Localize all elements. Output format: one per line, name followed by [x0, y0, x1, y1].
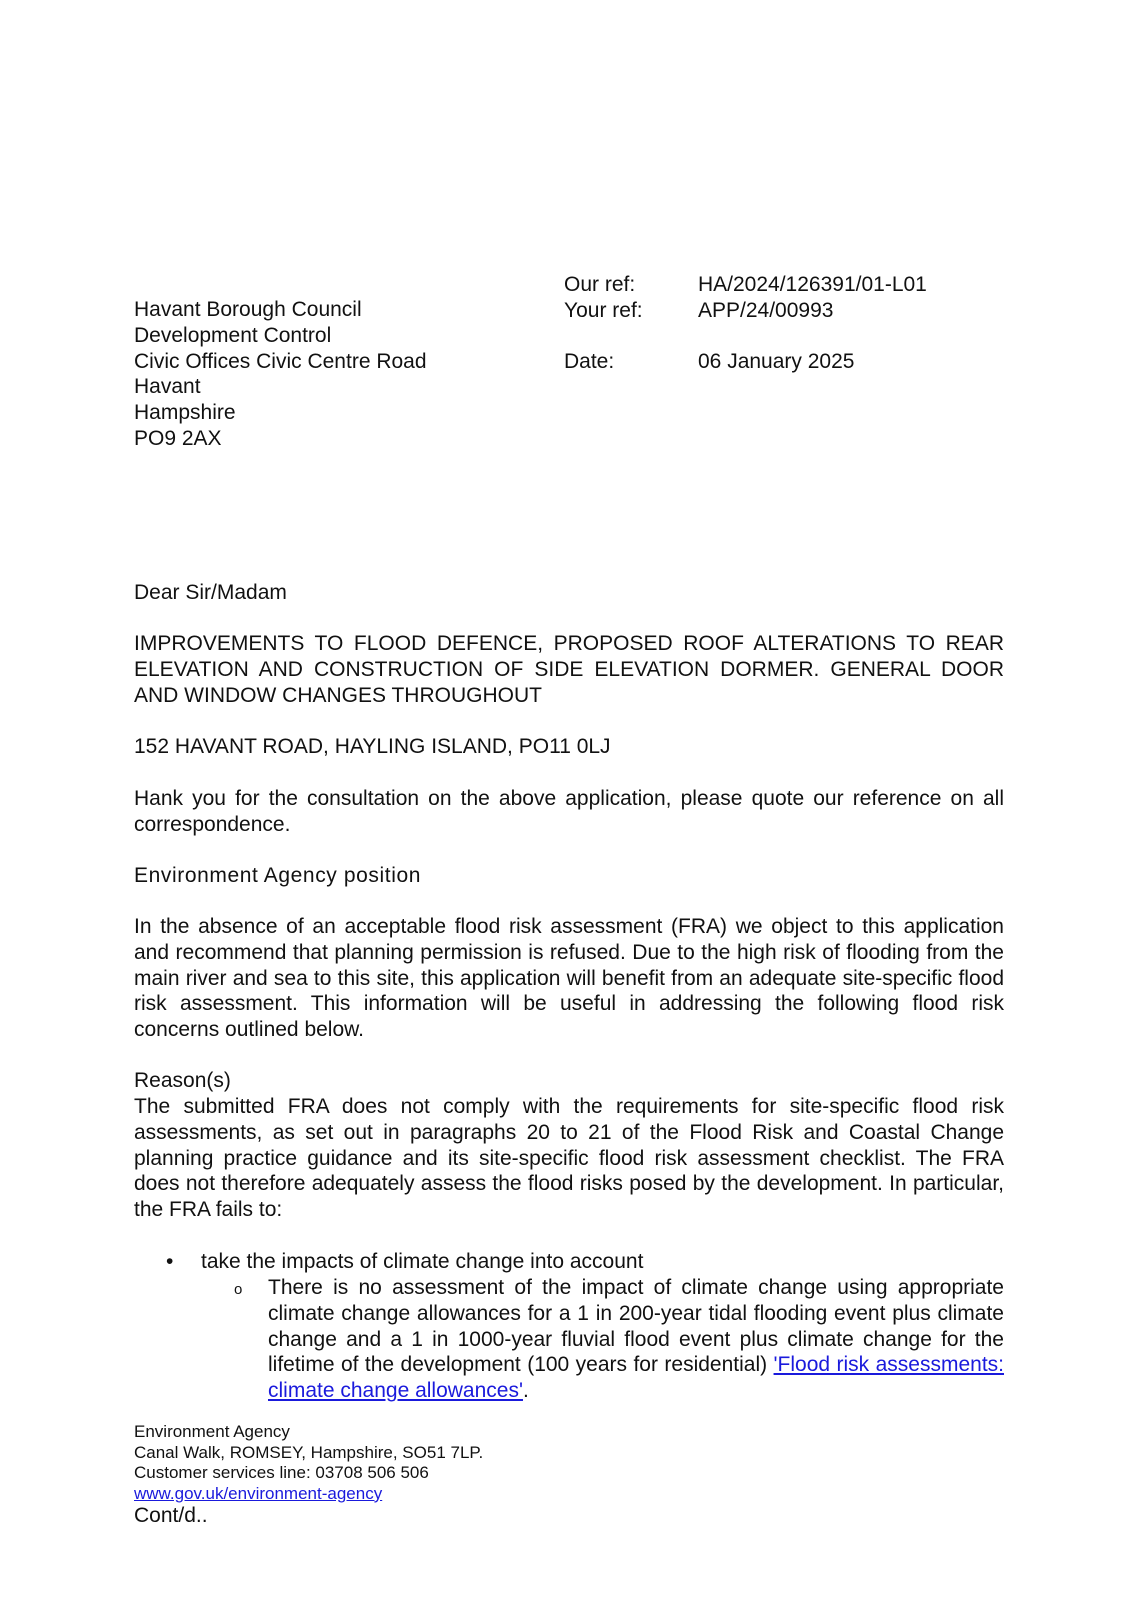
sub-bullet-text: There is no assessment of the impact of climate change using appropriate climate change allowances for a 1 in 200-year tidal flooding event plus climate change and a 1 in 1000-year fluvial flood event plus climate change for the lifetime of the development (100 years for residential) [268, 1276, 1004, 1377]
recipient-line: Development Control [134, 323, 332, 347]
footer [134, 1422, 483, 1504]
sub-bullet-item [268, 1275, 1004, 1404]
bullet-icon: • [166, 1250, 174, 1273]
footer-address: Canal Walk, ROMSEY, Hampshire, SO51 7LP. [134, 1442, 484, 1462]
recipient-line: Civic Offices Civic Centre Road [134, 349, 427, 373]
reasons-heading: Reason(s) [134, 1069, 231, 1092]
bullet-item: take the impacts of climate change into account [201, 1250, 644, 1273]
sub-bullet-icon: o [234, 1281, 243, 1298]
site-address: 152 HAVANT ROAD, HAYLING ISLAND, PO11 0LJ [134, 735, 611, 758]
position-paragraph: In the absence of an acceptable flood risk assessment (FRA) we object to this application and recommend that planning permission is refused. Due to the high risk of flooding from the main river and sea to this site, this application will benefit from an adequate site-specific flood risk assessment. This information will be useful in addressing the following flood risk concerns outlined below. [134, 915, 1004, 1042]
recipient-address [134, 297, 427, 452]
your-ref-value: APP/24/00993 [698, 298, 834, 322]
our-ref-value: HA/2024/126391/01-L01 [698, 273, 927, 296]
sub-bullet-end: . [522, 1379, 529, 1403]
recipient-line: Havant [134, 375, 201, 399]
subject-heading: IMPROVEMENTS TO FLOOD DEFENCE, PROPOSED ROOF ALTERATIONS TO REAR ELEVATION AND CONSTRUCTION OF SIDE ELEVATION DORMER. GENERAL DOOR AND WINDOW CHANGES THROUGHOUT [134, 632, 1004, 707]
recipient-line: Hampshire [134, 401, 236, 425]
footer-org: Environment Agency [134, 1422, 290, 1441]
intro-paragraph: Hank you for the consultation on the above application, please quote our reference on all correspondence. [134, 787, 1004, 836]
date-label: Date: [564, 350, 615, 374]
your-ref-label: Your ref: [564, 298, 643, 322]
recipient-line: PO9 2AX [134, 426, 222, 450]
reference-block [564, 272, 927, 375]
climate-allowances-link[interactable]: 'Flood risk assessments: climate change allowances' [268, 1353, 1004, 1403]
position-heading: Environment Agency position [134, 864, 422, 887]
reasons-paragraph: The submitted FRA does not comply with the requirements for site-specific flood risk assessments, as set out in paragraphs 20 to 21 of the Flood Risk and Coastal Change planning practice guidance and its site-specific flood risk assessment checklist. The FRA does not therefore adequately assess the flood risks posed by the development. In particular, the FRA fails to: [134, 1095, 1004, 1222]
footer-website-link[interactable]: www.gov.uk/environment-agency [134, 1483, 383, 1503]
date-value: 06 January 2025 [698, 350, 855, 374]
our-ref-label: Our ref: [564, 273, 636, 296]
recipient-line: Havant Borough Council [134, 298, 362, 321]
footer-phone: Customer services line: 03708 506 506 [134, 1463, 429, 1482]
salutation: Dear Sir/Madam [134, 581, 287, 604]
continued-note: Cont/d.. [134, 1504, 208, 1527]
